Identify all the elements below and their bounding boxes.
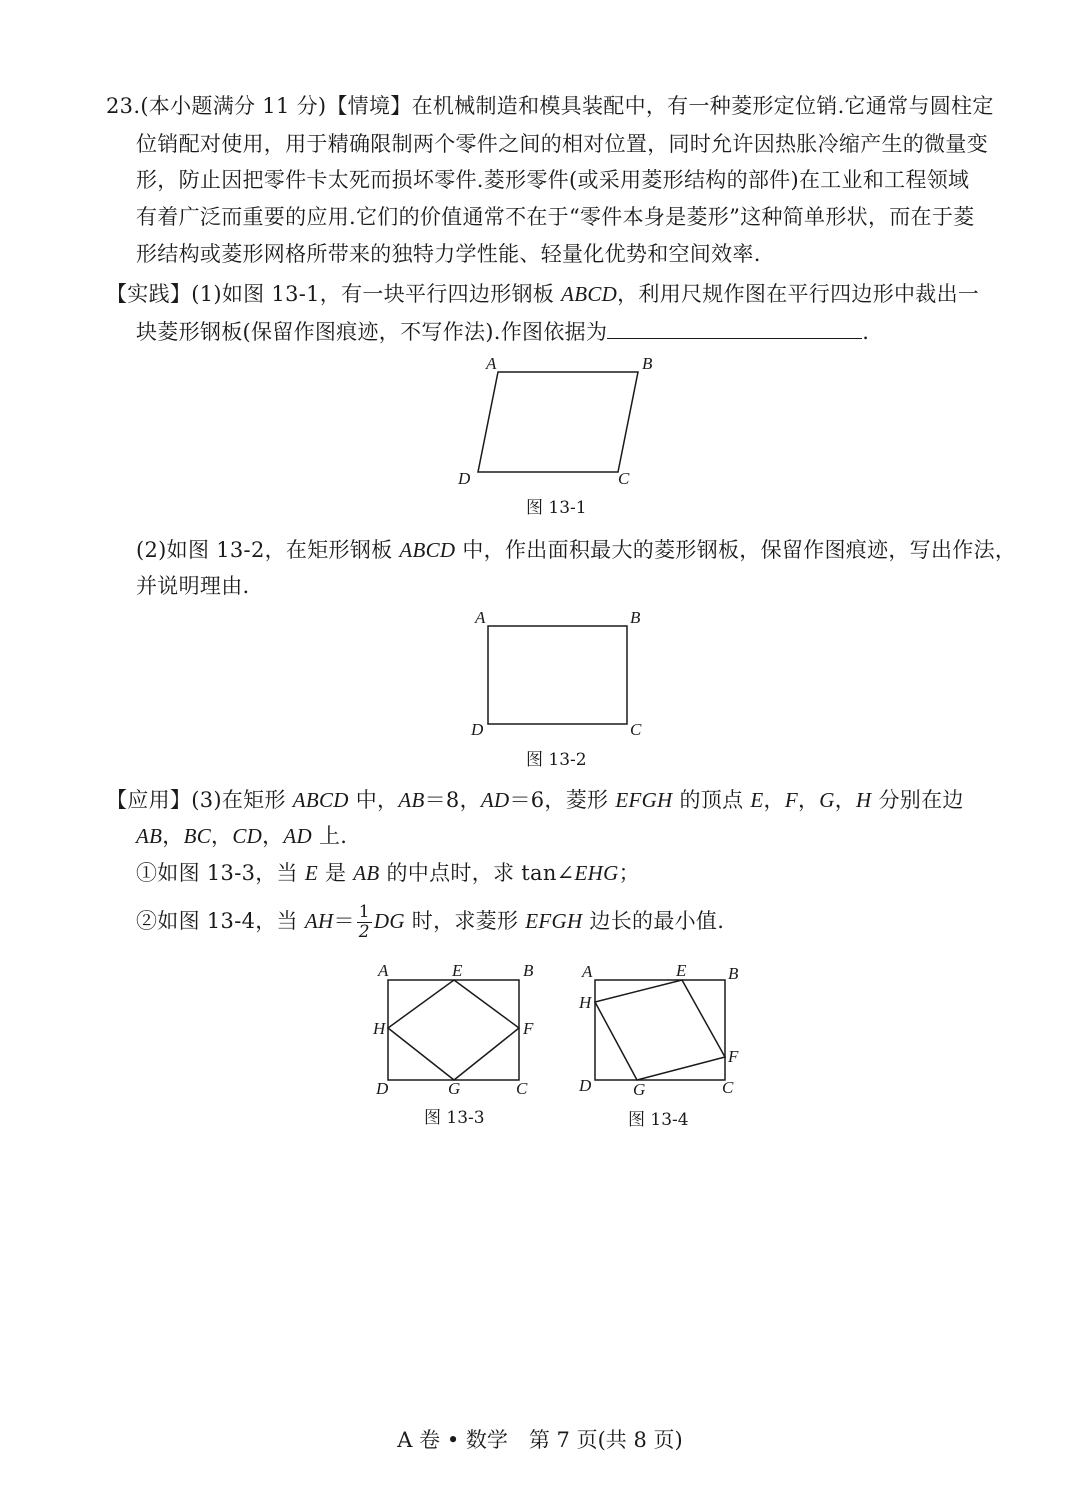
practice-tag: 【实践】 (106, 282, 192, 306)
vertex-label-e: E (452, 961, 463, 980)
application-line2 (136, 818, 347, 854)
math-run: G (819, 788, 835, 812)
vertex-label-d: D (458, 469, 471, 488)
fraction-one-half (357, 903, 372, 942)
rhombus-efgh (388, 980, 519, 1080)
practice-part2-line2: 并说明理由. (136, 574, 250, 598)
text-run: ， (211, 824, 233, 848)
text-run: ， (797, 788, 820, 812)
text-run: (1)如图 13-1，有一块平行四边形钢板 (191, 282, 562, 306)
text-run: 的顶点 (672, 788, 751, 812)
text-run: ， (763, 788, 785, 812)
figure-caption: 图 13-3 (424, 1108, 485, 1128)
math-run: H (856, 788, 872, 812)
figure-caption: 图 13-4 (628, 1110, 689, 1130)
figure-caption: 图 13-1 (526, 498, 587, 518)
math-run: CD (232, 824, 263, 848)
vertex-label-h: H (373, 1019, 386, 1038)
text-run: 是 (317, 861, 354, 885)
text-run: ， (162, 824, 184, 848)
application-sub2 (136, 903, 724, 942)
practice-part2-line1 (136, 532, 1016, 568)
figure-13-2 (460, 604, 660, 744)
practice-part1-line1 (106, 276, 979, 312)
vertex-label-h: H (579, 993, 592, 1012)
text-run: 分别在边 (871, 788, 964, 812)
vertex-label-b: B (728, 964, 739, 983)
math-run: AH (304, 909, 334, 933)
vertex-label-f: F (523, 1019, 534, 1038)
vertex-label-a: A (486, 354, 497, 373)
text-run: 中，作出面积最大的菱形钢板，保留作图痕迹，写出作法， (455, 538, 1017, 562)
context-line: 位销配对使用，用于精确限制两个零件之间的相对位置，同时允许因热胀冷缩产生的微量变 (136, 132, 988, 156)
math-run: AB (353, 861, 380, 885)
text-run: ＝8， (424, 788, 481, 812)
math-run: E (750, 788, 764, 812)
math-run: AB (136, 824, 163, 848)
vertex-label-d: D (579, 1076, 592, 1095)
vertex-label-g: G (633, 1080, 646, 1099)
figure-13-4 (573, 960, 753, 1100)
text-run: ， (262, 824, 284, 848)
math-run: AD (283, 824, 313, 848)
vertex-label-b: B (630, 608, 641, 627)
vertex-label-b: B (523, 961, 534, 980)
math-run: EHG (574, 861, 619, 885)
text-run: 的中点时，求 tan∠ (379, 861, 575, 885)
practice-part1-line2 (136, 312, 869, 350)
vertex-label-c: C (618, 469, 630, 488)
vertex-label-c: C (722, 1078, 734, 1097)
context-line: 形结构或菱形网格所带来的独特力学性能、轻量化优势和空间效率. (136, 242, 761, 266)
context-line: 在机械制造和模具装配中，有一种菱形定位销.它通常与圆柱定 (411, 94, 994, 118)
text-run: ，利用尺规作图在平行四边形中裁出一 (617, 282, 980, 306)
figure-caption: 图 13-2 (526, 750, 587, 770)
text-run: 中， (348, 788, 399, 812)
text-run: (3)在矩形 (191, 788, 293, 812)
context-line: 形，防止因把零件卡太死而损坏零件.菱形零件(或采用菱形结构的部件)在工业和工程领域 (136, 168, 970, 192)
vertex-label-f: F (728, 1047, 739, 1066)
text-run: ＝6，菱形 (509, 788, 616, 812)
math-run: F (784, 788, 798, 812)
math-run: E (304, 861, 318, 885)
text-run: ＝ (333, 909, 355, 933)
math-run: AD (480, 788, 510, 812)
math-run: BC (183, 824, 212, 848)
math-run: ABCD (561, 282, 618, 306)
text-run: . (862, 320, 870, 344)
vertex-label-a: A (475, 608, 486, 627)
text-run: ①如图 13-3，当 (136, 861, 305, 885)
question-points: (本小题满分 11 分) (140, 94, 327, 118)
vertex-label-c: C (630, 720, 642, 739)
text-run: 上. (312, 824, 348, 848)
vertex-label-c: C (516, 1079, 528, 1098)
text-run: ； (618, 861, 640, 885)
application-line1 (106, 782, 964, 818)
text-run: 时，求菱形 (404, 909, 526, 933)
rectangle-abcd (488, 626, 627, 724)
vertex-label-a: A (378, 961, 389, 980)
math-run: AB (398, 788, 425, 812)
math-run: DG (373, 909, 405, 933)
math-run: ABCD (292, 788, 349, 812)
text-run: ， (834, 788, 857, 812)
vertex-label-a: A (582, 962, 593, 981)
figure-13-1 (450, 350, 670, 500)
vertex-label-d: D (471, 720, 484, 739)
context-tag: 【情境】 (326, 94, 412, 118)
figure-13-3 (366, 960, 546, 1100)
rectangle-abcd (388, 980, 519, 1080)
application-tag: 【应用】 (106, 788, 192, 812)
math-run: EFGH (525, 909, 583, 933)
context-line: 有着广泛而重要的应用.它们的价值通常不在于“零件本身是菱形”这种简单形状，而在于菱 (136, 205, 975, 229)
answer-blank[interactable] (607, 312, 862, 339)
application-sub1 (136, 855, 640, 891)
parallelogram-abcd (478, 372, 638, 472)
text-run: (2)如图 13-2，在矩形钢板 (136, 538, 400, 562)
page-footer: A 卷 • 数学 第 7 页(共 8 页) (397, 1428, 683, 1452)
math-run: ABCD (399, 538, 456, 562)
question-number: 23. (106, 94, 141, 118)
fraction-numerator: 1 (358, 902, 370, 922)
question-line-1 (106, 88, 994, 124)
vertex-label-e: E (676, 961, 687, 980)
rhombus-efgh (595, 980, 725, 1080)
text-run: 块菱形钢板(保留作图痕迹，不写作法).作图依据为 (136, 320, 608, 344)
fraction-denominator: 2 (358, 922, 370, 942)
text-run: 边长的最小值. (582, 909, 725, 933)
text-run: ②如图 13-4，当 (136, 909, 305, 933)
rectangle-abcd (595, 980, 725, 1080)
vertex-label-g: G (448, 1079, 461, 1098)
math-run: EFGH (615, 788, 673, 812)
vertex-label-d: D (376, 1079, 389, 1098)
vertex-label-b: B (642, 354, 653, 373)
